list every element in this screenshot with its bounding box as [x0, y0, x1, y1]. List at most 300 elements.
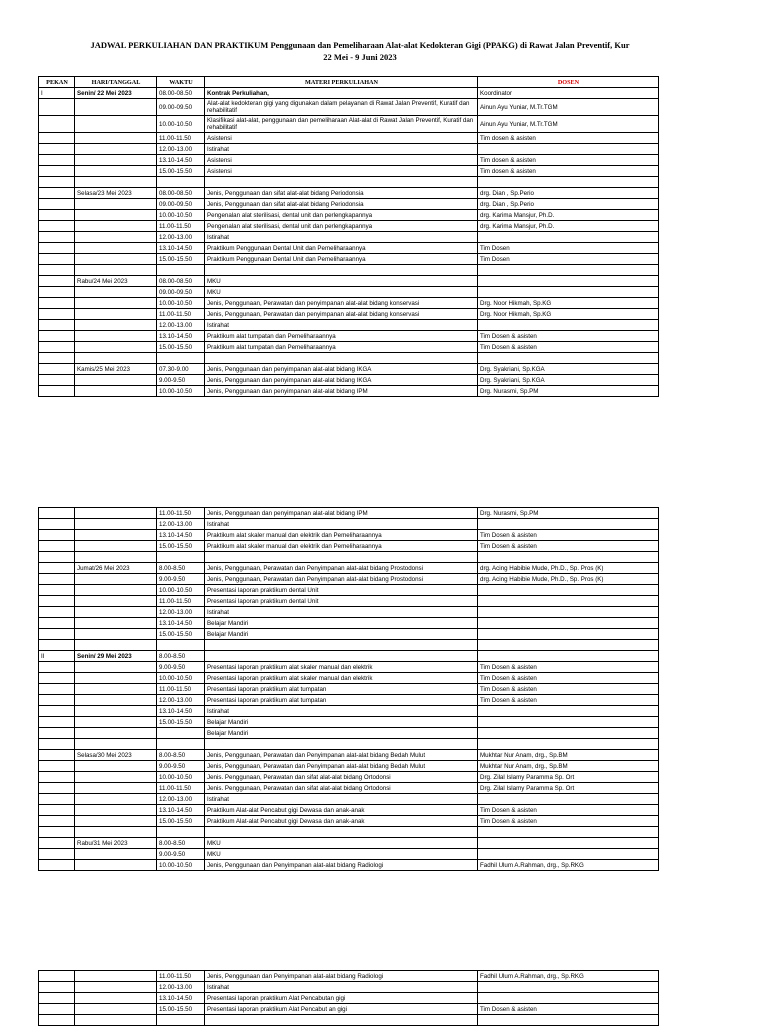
materi-cell: Jenis, Penggunaan dan sifat alat-alat bidang Periodonsia — [205, 188, 478, 199]
waktu-cell: 11.00-11.50 — [157, 596, 205, 607]
hari-tanggal-cell — [75, 849, 157, 860]
table-row — [39, 993, 659, 1004]
materi-cell — [205, 353, 478, 364]
hari-tanggal-cell — [75, 144, 157, 155]
dosen-cell: Tim Dosen — [478, 254, 659, 265]
hari-tanggal-cell — [75, 783, 157, 794]
hari-tanggal-cell: Jumat/26 Mei 2023 — [75, 563, 157, 574]
table-row — [39, 309, 659, 320]
hari-tanggal-cell — [75, 805, 157, 816]
waktu-cell: 9.00-9.50 — [157, 662, 205, 673]
waktu-cell: 09.00-09.50 — [157, 287, 205, 298]
table-row — [39, 971, 659, 982]
waktu-cell — [157, 827, 205, 838]
pekan-cell — [39, 706, 75, 717]
schedule-table-page-2 — [38, 507, 659, 871]
pekan-cell — [39, 739, 75, 750]
materi-cell: Asistensi — [205, 133, 478, 144]
hari-tanggal-cell — [75, 574, 157, 585]
materi-cell: Istirahat — [205, 144, 478, 155]
waktu-cell: 08.00-08.50 — [157, 188, 205, 199]
hari-tanggal-cell — [75, 375, 157, 386]
table-row — [39, 772, 659, 783]
pekan-cell — [39, 783, 75, 794]
table-row — [39, 552, 659, 563]
hari-tanggal-cell: Senin/ 29 Mei 2023 — [75, 651, 157, 662]
hari-tanggal-cell — [75, 662, 157, 673]
hari-tanggal-cell — [75, 177, 157, 188]
pekan-cell — [39, 794, 75, 805]
pekan-cell — [39, 375, 75, 386]
materi-cell: Jenis, Penggunaan dan penyimpanan alat-alat bidang IKGA — [205, 375, 478, 386]
table-row — [39, 706, 659, 717]
dosen-cell — [478, 618, 659, 629]
materi-cell: Pengenalan alat sterilisasi, dental unit dan perlengkapannya — [205, 210, 478, 221]
dosen-cell: Fadhil Ulum A.Rahman, drg., Sp.RKG — [478, 971, 659, 982]
schedule-table-page-1 — [38, 76, 659, 397]
hari-tanggal-cell — [75, 1004, 157, 1015]
dosen-cell: Tim Dosen & asisten — [478, 673, 659, 684]
hari-tanggal-cell — [75, 530, 157, 541]
table-row — [39, 199, 659, 210]
waktu-cell: 08.00-08.50 — [157, 88, 205, 99]
materi-cell: Presentasi laporan praktikum dental Unit — [205, 596, 478, 607]
waktu-cell — [157, 728, 205, 739]
dosen-cell: Tim dosen & asisten — [478, 166, 659, 177]
table-row — [39, 243, 659, 254]
waktu-cell: 8.00-8.50 — [157, 750, 205, 761]
dosen-cell: Tim Dosen & asisten — [478, 530, 659, 541]
waktu-cell: 11.00-11.50 — [157, 309, 205, 320]
waktu-cell: 12.00-13.00 — [157, 607, 205, 618]
table-row — [39, 761, 659, 772]
pekan-cell — [39, 772, 75, 783]
pekan-cell — [39, 849, 75, 860]
dosen-cell: drg. Dian , Sp.Perio — [478, 199, 659, 210]
hari-tanggal-cell — [75, 607, 157, 618]
dosen-cell: Drg. Noor Hikmah, Sp.KG — [478, 309, 659, 320]
table-header-row — [39, 77, 659, 88]
pekan-cell — [39, 673, 75, 684]
waktu-cell — [157, 265, 205, 276]
materi-cell: Jenis, Penggunaan dan Penyimpanan alat-alat bidang Radiologi — [205, 971, 478, 982]
materi-cell: Praktikum Penggunaan Dental Unit dan Pemeliharaannya — [205, 254, 478, 265]
waktu-cell: 13.10-14.50 — [157, 530, 205, 541]
pekan-cell — [39, 232, 75, 243]
materi-cell: Istirahat — [205, 607, 478, 618]
pekan-cell — [39, 728, 75, 739]
dosen-cell: Fadhil Ulum A.Rahman, drg., Sp.RKG — [478, 860, 659, 871]
materi-cell: Jenis. Penggunaan, Perawatan dan sifat alat-alat bidang Ortodonsi — [205, 783, 478, 794]
pekan-cell — [39, 607, 75, 618]
dosen-cell: Drg. Nurasmi, Sp.PM — [478, 508, 659, 519]
waktu-cell: 9.00-9.50 — [157, 375, 205, 386]
materi-cell: Presentasi laporan praktikum alat skaler manual dan elektrik — [205, 673, 478, 684]
table-row — [39, 563, 659, 574]
dosen-cell — [478, 794, 659, 805]
hari-tanggal-cell: Kamis/25 Mei 2023 — [75, 364, 157, 375]
table-row — [39, 982, 659, 993]
waktu-cell: 10.00-10.50 — [157, 673, 205, 684]
pekan-cell — [39, 519, 75, 530]
dosen-cell: drg. Karima Mansjur, Ph.D. — [478, 221, 659, 232]
waktu-cell: 07.30-9.00 — [157, 364, 205, 375]
pekan-cell — [39, 210, 75, 221]
waktu-cell: 15.00-15.50 — [157, 342, 205, 353]
pekan-cell — [39, 353, 75, 364]
hari-tanggal-cell: Senin/ 22 Mei 2023 — [75, 88, 157, 99]
pekan-cell — [39, 629, 75, 640]
waktu-cell: 10.00-10.50 — [157, 298, 205, 309]
table-row — [39, 838, 659, 849]
dosen-cell — [478, 320, 659, 331]
dosen-cell — [478, 993, 659, 1004]
materi-cell: Belajar Mandiri — [205, 618, 478, 629]
pekan-cell — [39, 386, 75, 397]
waktu-cell: 11.00-11.50 — [157, 971, 205, 982]
header-pekan: PEKAN — [39, 77, 75, 88]
dosen-cell: Drg. Syakriani, Sp.KGA — [478, 375, 659, 386]
materi-cell — [205, 651, 478, 662]
dosen-cell — [478, 629, 659, 640]
pekan-cell — [39, 552, 75, 563]
waktu-cell — [157, 552, 205, 563]
table-row — [39, 816, 659, 827]
hari-tanggal-cell — [75, 519, 157, 530]
pekan-cell — [39, 662, 75, 673]
waktu-cell: 12.00-13.00 — [157, 232, 205, 243]
waktu-cell: 9.00-9.50 — [157, 574, 205, 585]
pekan-cell — [39, 342, 75, 353]
table-row — [39, 640, 659, 651]
pekan-cell — [39, 640, 75, 651]
pekan-cell — [39, 574, 75, 585]
dosen-cell: Tim Dosen & asisten — [478, 695, 659, 706]
waktu-cell: 08.00-08.50 — [157, 276, 205, 287]
dosen-cell: Tim Dosen & asisten — [478, 662, 659, 673]
dosen-cell: drg. Karima Mansjur, Ph.D. — [478, 210, 659, 221]
materi-cell: Praktikum Alat-alat Pencabut gigi Dewasa dan anak-anak — [205, 816, 478, 827]
waktu-cell: 15.00-15.50 — [157, 166, 205, 177]
dosen-cell: Tim Dosen & asisten — [478, 684, 659, 695]
table-row — [39, 1004, 659, 1015]
hari-tanggal-cell — [75, 331, 157, 342]
hari-tanggal-cell — [75, 827, 157, 838]
dosen-cell — [478, 287, 659, 298]
hari-tanggal-cell — [75, 739, 157, 750]
dosen-cell — [478, 519, 659, 530]
table-row — [39, 607, 659, 618]
waktu-cell: 15.00-15.50 — [157, 717, 205, 728]
materi-cell: Presentasi laporan praktikum Alat Pencabutan gigi — [205, 993, 478, 1004]
hari-tanggal-cell — [75, 298, 157, 309]
dosen-cell — [478, 838, 659, 849]
waktu-cell: 10.00-10.50 — [157, 772, 205, 783]
hari-tanggal-cell — [75, 971, 157, 982]
hari-tanggal-cell — [75, 717, 157, 728]
table-row — [39, 364, 659, 375]
pekan-cell — [39, 816, 75, 827]
pekan-cell — [39, 541, 75, 552]
hari-tanggal-cell — [75, 155, 157, 166]
materi-cell: MKU — [205, 287, 478, 298]
dosen-cell: Tim Dosen & asisten — [478, 1004, 659, 1015]
pekan-cell — [39, 982, 75, 993]
hari-tanggal-cell — [75, 629, 157, 640]
waktu-cell: 12.00-13.00 — [157, 794, 205, 805]
materi-cell: Jenis, Penggunaan, Perawatan dan Penyimpanan alat-alat bidang Bedah Mulut — [205, 761, 478, 772]
hari-tanggal-cell — [75, 254, 157, 265]
materi-cell: Praktikum Penggunaan Dental Unit dan Pemeliharaannya — [205, 243, 478, 254]
hari-tanggal-cell — [75, 265, 157, 276]
waktu-cell: 13.10-14.50 — [157, 618, 205, 629]
hari-tanggal-cell — [75, 166, 157, 177]
materi-cell: Jenis, Penggunaan dan penyimpanan alat-alat bidang IKGA — [205, 364, 478, 375]
header-waktu: WAKTU — [157, 77, 205, 88]
hari-tanggal-cell — [75, 993, 157, 1004]
dosen-cell — [478, 144, 659, 155]
table-row — [39, 265, 659, 276]
pekan-cell — [39, 188, 75, 199]
hari-tanggal-cell: Selasa/30 Mei 2023 — [75, 750, 157, 761]
dosen-cell: Drg. Nurasmi, Sp.PM — [478, 386, 659, 397]
hari-tanggal-cell — [75, 982, 157, 993]
materi-cell: Pengenalan alat sterilisasi, dental unit dan perlengkapannya — [205, 221, 478, 232]
waktu-cell: 8.00-8.50 — [157, 838, 205, 849]
pekan-cell — [39, 144, 75, 155]
waktu-cell: 13.10-14.50 — [157, 243, 205, 254]
hari-tanggal-cell — [75, 99, 157, 116]
table-row — [39, 155, 659, 166]
hari-tanggal-cell — [75, 386, 157, 397]
hari-tanggal-cell — [75, 860, 157, 871]
hari-tanggal-cell — [75, 761, 157, 772]
table-row — [39, 651, 659, 662]
waktu-cell: 9.00-9.50 — [157, 849, 205, 860]
table-row — [39, 574, 659, 585]
materi-cell: Kontrak Perkuliahan, — [205, 88, 478, 99]
waktu-cell: 12.00-13.00 — [157, 144, 205, 155]
pekan-cell — [39, 761, 75, 772]
header-materi: MATERI PERKULIAHAN — [205, 77, 478, 88]
pekan-cell — [39, 971, 75, 982]
dosen-cell — [478, 552, 659, 563]
table-row — [39, 99, 659, 116]
table-row — [39, 541, 659, 552]
waktu-cell: 8.00-8.50 — [157, 563, 205, 574]
materi-cell — [205, 177, 478, 188]
hari-tanggal-cell — [75, 596, 157, 607]
waktu-cell: 09.00-09.50 — [157, 99, 205, 116]
pekan-cell — [39, 860, 75, 871]
waktu-cell: 10.00-10.50 — [157, 585, 205, 596]
pekan-cell — [39, 99, 75, 116]
dosen-cell — [478, 232, 659, 243]
dosen-cell — [478, 640, 659, 651]
waktu-cell — [157, 177, 205, 188]
materi-cell: Presentasi laporan praktikum alat tumpatan — [205, 684, 478, 695]
table-row — [39, 210, 659, 221]
table-row — [39, 629, 659, 640]
table-row — [39, 750, 659, 761]
waktu-cell: 12.00-13.00 — [157, 982, 205, 993]
pekan-cell: I — [39, 88, 75, 99]
dosen-cell: Tim Dosen & asisten — [478, 331, 659, 342]
dosen-cell — [478, 982, 659, 993]
table-row — [39, 88, 659, 99]
dosen-cell — [478, 827, 659, 838]
pekan-cell — [39, 827, 75, 838]
table-row — [39, 695, 659, 706]
dosen-cell — [478, 585, 659, 596]
dosen-cell — [478, 849, 659, 860]
dosen-cell — [478, 651, 659, 662]
table-row — [39, 254, 659, 265]
table-row — [39, 386, 659, 397]
hari-tanggal-cell — [75, 116, 157, 133]
dosen-cell — [478, 177, 659, 188]
hari-tanggal-cell — [75, 728, 157, 739]
materi-cell: Jenis, Penggunaan, Perawatan dan Penyimpanan alat-alat bidang Bedah Mulut — [205, 750, 478, 761]
dosen-cell: Tim Dosen & asisten — [478, 342, 659, 353]
waktu-cell: 12.00-13.00 — [157, 695, 205, 706]
pekan-cell — [39, 805, 75, 816]
table-row — [39, 783, 659, 794]
table-row — [39, 116, 659, 133]
hari-tanggal-cell — [75, 541, 157, 552]
dosen-cell: Tim dosen & asisten — [478, 155, 659, 166]
waktu-cell: 9.00-9.50 — [157, 761, 205, 772]
pekan-cell — [39, 596, 75, 607]
table-row — [39, 342, 659, 353]
waktu-cell: 11.00-11.50 — [157, 133, 205, 144]
title-line-1: JADWAL PERKULIAHAN DAN PRAKTIKUM Penggunaan dan Pemeliharaan Alat-alat Kedokteran Gigi (PPAKG) di Rawat Jalan Preventif, Kur — [90, 40, 630, 50]
table-row — [39, 739, 659, 750]
materi-cell: Presentasi laporan praktikum alat tumpatan — [205, 695, 478, 706]
dosen-cell — [478, 607, 659, 618]
materi-cell: MKU — [205, 849, 478, 860]
hari-tanggal-cell — [75, 695, 157, 706]
waktu-cell: 10.00-10.50 — [157, 860, 205, 871]
pekan-cell — [39, 684, 75, 695]
pekan-cell — [39, 116, 75, 133]
hari-tanggal-cell — [75, 684, 157, 695]
materi-cell: Praktikum alat skaler manual dan elektrik dan Pemeliharaannya — [205, 541, 478, 552]
table-row — [39, 662, 659, 673]
pekan-cell — [39, 563, 75, 574]
pekan-cell — [39, 254, 75, 265]
pekan-cell — [39, 298, 75, 309]
hari-tanggal-cell — [75, 618, 157, 629]
table-row — [39, 585, 659, 596]
table-row — [39, 331, 659, 342]
table-row — [39, 508, 659, 519]
materi-cell: Asistensi — [205, 155, 478, 166]
waktu-cell: 12.00-13.00 — [157, 519, 205, 530]
pekan-cell — [39, 320, 75, 331]
waktu-cell: 15.00-15.50 — [157, 816, 205, 827]
materi-cell: Presentasi laporan praktikum dental Unit — [205, 585, 478, 596]
hari-tanggal-cell — [75, 287, 157, 298]
pekan-cell — [39, 221, 75, 232]
dosen-cell: Mukhtar Nur Anam, drg., Sp.BM — [478, 761, 659, 772]
pekan-cell — [39, 155, 75, 166]
hari-tanggal-cell — [75, 243, 157, 254]
materi-cell: Istirahat — [205, 232, 478, 243]
pekan-cell — [39, 287, 75, 298]
hari-tanggal-cell — [75, 133, 157, 144]
pekan-cell — [39, 508, 75, 519]
waktu-cell: 11.00-11.50 — [157, 508, 205, 519]
dosen-cell — [478, 717, 659, 728]
hari-tanggal-cell — [75, 320, 157, 331]
table-row — [39, 221, 659, 232]
table-row — [39, 188, 659, 199]
pekan-cell — [39, 177, 75, 188]
waktu-cell: 13.10-14.50 — [157, 331, 205, 342]
hari-tanggal-cell — [75, 199, 157, 210]
dosen-cell: drg. Acing Habibie Mude, Ph.D., Sp. Pros (K) — [478, 574, 659, 585]
dosen-cell — [478, 265, 659, 276]
table-row — [39, 618, 659, 629]
hari-tanggal-cell — [75, 772, 157, 783]
materi-cell: Alat-alat kedokteran gigi yang digunakan dalam pelayanan di Rawat Jalan Preventif, Kuratif dan rehabilitatif — [205, 99, 478, 116]
materi-cell: MKU — [205, 838, 478, 849]
materi-cell: Jenis, Penggunaan dan Penyimpanan alat-alat bidang Radiologi — [205, 860, 478, 871]
materi-cell — [205, 827, 478, 838]
waktu-cell — [157, 739, 205, 750]
dosen-cell: Tim Dosen & asisten — [478, 541, 659, 552]
materi-cell: Jenis, Penggunaan dan penyimpanan alat-alat bidang IPM — [205, 386, 478, 397]
table-row — [39, 794, 659, 805]
dosen-cell: drg. Acing Habibie Mude, Ph.D., Sp. Pros (K) — [478, 563, 659, 574]
waktu-cell: 13.10-14.50 — [157, 805, 205, 816]
pekan-cell — [39, 309, 75, 320]
hari-tanggal-cell — [75, 640, 157, 651]
materi-cell — [205, 552, 478, 563]
materi-cell: Belajar Mandiri — [205, 629, 478, 640]
materi-cell: Presentasi laporan praktikum alat skaler manual dan elektrik — [205, 662, 478, 673]
waktu-cell: 11.00-11.50 — [157, 684, 205, 695]
pekan-cell — [39, 585, 75, 596]
dosen-cell: Tim Dosen & asisten — [478, 805, 659, 816]
hari-tanggal-cell — [75, 353, 157, 364]
pekan-cell — [39, 265, 75, 276]
pekan-cell — [39, 133, 75, 144]
materi-cell: Istirahat — [205, 982, 478, 993]
table-row — [39, 596, 659, 607]
pekan-cell — [39, 993, 75, 1004]
dosen-cell: Tim dosen & asisten — [478, 133, 659, 144]
hari-tanggal-cell — [75, 232, 157, 243]
materi-cell: Jenis, Penggunaan, Perawatan dan penyimpanan alat-alat bidang konservasi — [205, 309, 478, 320]
pekan-cell — [39, 1004, 75, 1015]
dosen-cell: Tim Dosen — [478, 243, 659, 254]
table-row — [39, 684, 659, 695]
pekan-cell — [39, 838, 75, 849]
hari-tanggal-cell: Rabu/24 Mei 2023 — [75, 276, 157, 287]
table-row — [39, 276, 659, 287]
dosen-cell — [478, 353, 659, 364]
pekan-cell — [39, 750, 75, 761]
waktu-cell: 15.00-15.50 — [157, 254, 205, 265]
hari-tanggal-cell — [75, 221, 157, 232]
pekan-cell — [39, 276, 75, 287]
dosen-cell: Ainun Ayu Yuniar, M.Tr.TGM — [478, 99, 659, 116]
materi-cell: Jenis, Penggunaan, Perawatan dan Penyimpanan alat-alat bidang Prostodonsi — [205, 563, 478, 574]
materi-cell: Istirahat — [205, 706, 478, 717]
table-row — [39, 849, 659, 860]
